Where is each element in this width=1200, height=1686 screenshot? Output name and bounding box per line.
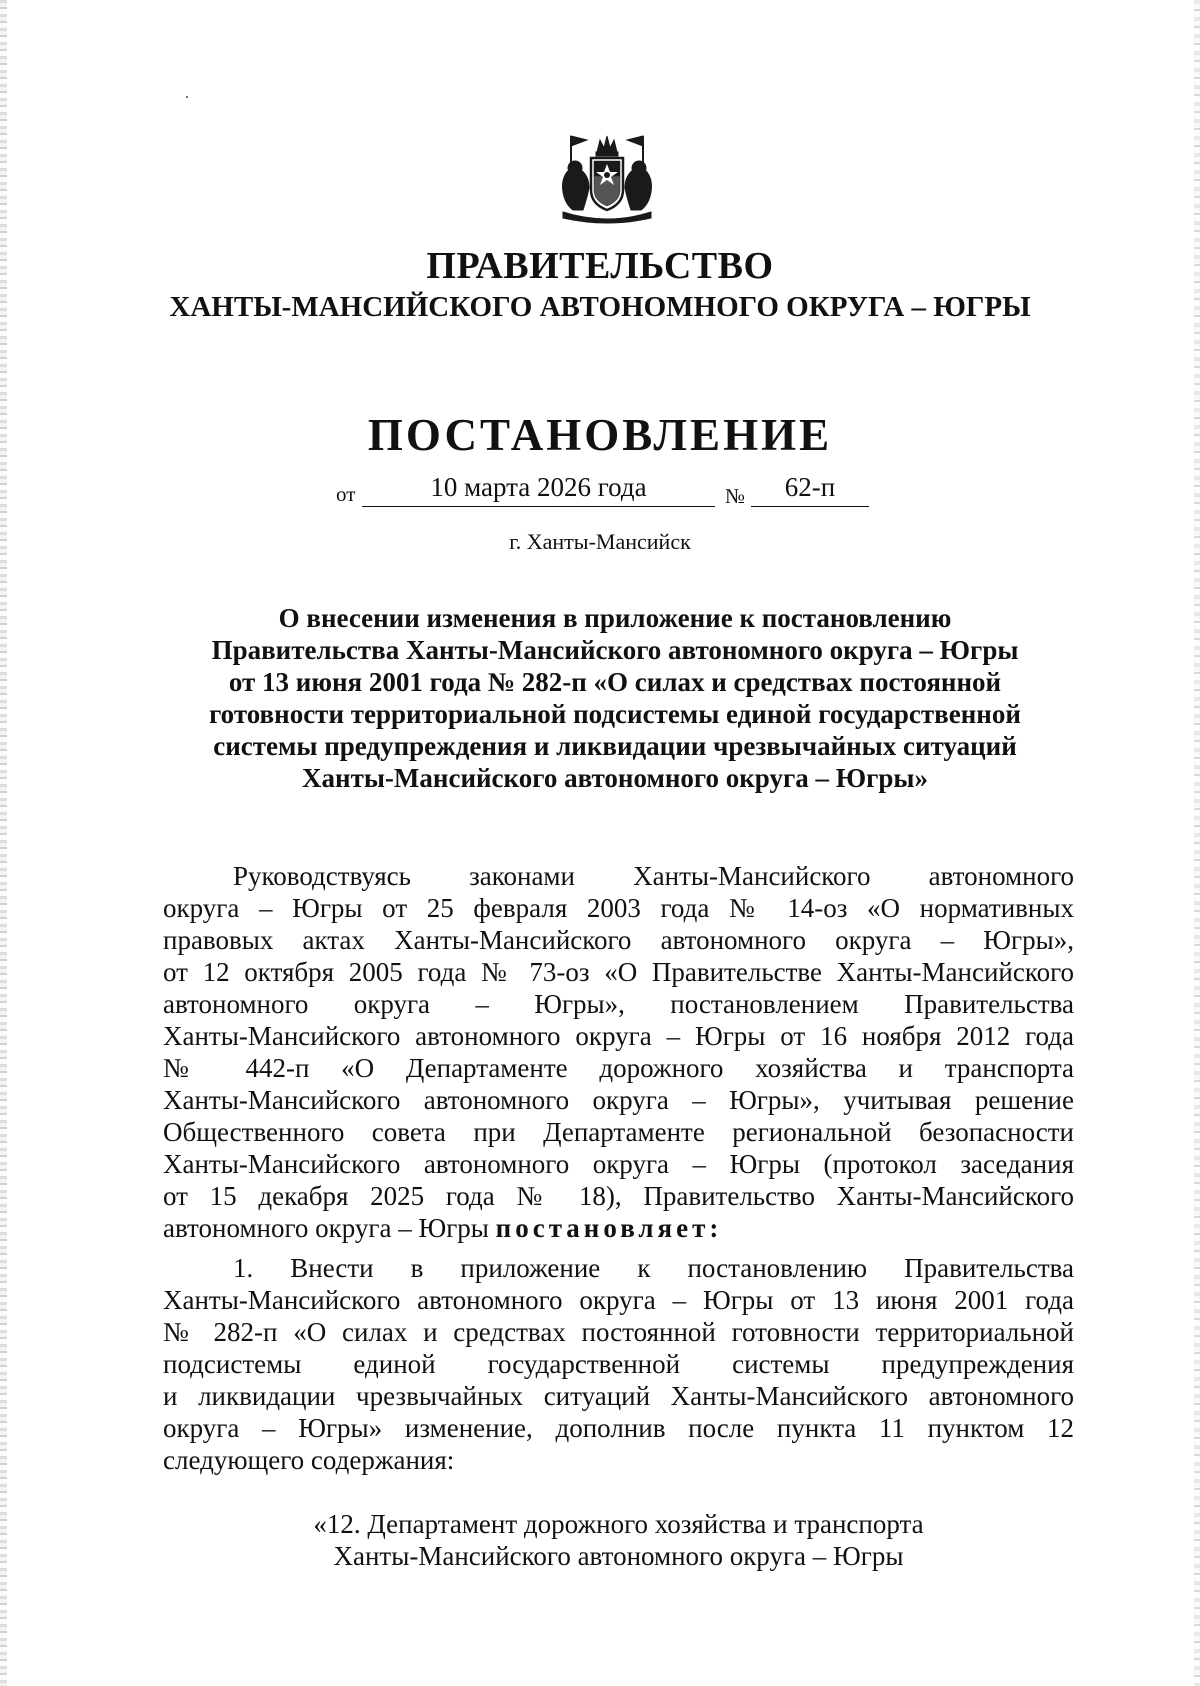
item-line: № 282-п «О силах и средствах постоянной готовности территориальной <box>163 1317 1074 1347</box>
item-1-paragraph <box>163 1252 1074 1476</box>
preamble-line: Общественного совета при Департаменте региональной безопасности <box>163 1117 1074 1147</box>
document-number: 62-п <box>751 470 869 507</box>
quote-line: Ханты-Мансийского автономного округа – Югры <box>333 1541 904 1571</box>
item-line: подсистемы единой государственной системы предупреждения <box>163 1349 1074 1379</box>
preamble-line: автономного округа – Югры», постановлением Правительства <box>163 989 1074 1019</box>
preamble-line: Ханты-Мансийского автономного округа – Югры (протокол заседания <box>163 1149 1074 1179</box>
preamble-line: Ханты-Мансийского автономного округа – Югры от 16 ноября 2012 года <box>163 1021 1074 1051</box>
preamble-paragraph <box>163 860 1074 1244</box>
document-type: ПОСТАНОВЛЕНИЕ <box>367 410 833 460</box>
title-line: О внесении изменения в приложение к постановлению <box>278 603 952 633</box>
preamble-line: округа – Югры от 25 февраля 2003 года № 14-оз «О нормативных <box>163 893 1074 923</box>
item-line: следующего содержания: <box>163 1445 455 1475</box>
org-name-line1: ПРАВИТЕЛЬСТВО <box>426 245 774 287</box>
date-from-label: от <box>336 482 356 506</box>
org-name-line2: ХАНТЫ-МАНСИЙСКОГО АВТОНОМНОГО ОКРУГА – ЮГРЫ <box>169 291 1031 323</box>
number-label: № <box>725 484 746 508</box>
item-line: округа – Югры» изменение, дополнив после пункта 11 пунктом 12 <box>163 1413 1074 1443</box>
coat-of-arms-icon <box>553 132 661 228</box>
preamble-line: от 15 декабря 2025 года № 18), Правительство Ханты-Мансийского <box>163 1181 1074 1211</box>
title-line: от 13 июня 2001 года № 282-п «О силах и средствах постоянной <box>228 667 1002 697</box>
preamble-line: № 442-п «О Департаменте дорожного хозяйства и транспорта <box>163 1053 1074 1083</box>
item-line: и ликвидации чрезвычайных ситуаций Ханты-Мансийского автономного <box>163 1381 1074 1411</box>
quoted-item-12 <box>163 1508 1074 1572</box>
preamble-line: от 12 октября 2005 года № 73-оз «О Правительстве Ханты-Мансийского <box>163 957 1074 987</box>
title-line: Правительства Ханты-Мансийского автономного округа – Югры <box>211 635 1019 665</box>
quote-line: «12. Департамент дорожного хозяйства и транспорта <box>313 1509 924 1539</box>
item-line: Ханты-Мансийского автономного округа – Югры от 13 июня 2001 года <box>163 1285 1074 1315</box>
preamble-line: правовых актах Ханты-Мансийского автономного округа – Югры», <box>163 925 1074 955</box>
document-city: г. Ханты-Мансийск <box>509 529 691 554</box>
preamble-last-text: автономного округа – Югры <box>163 1213 489 1243</box>
document-title <box>180 602 1050 794</box>
preamble-line-last <box>163 1212 1074 1244</box>
scan-speck <box>186 96 188 98</box>
title-line: системы предупреждения и ликвидации чрезвычайных ситуаций <box>213 731 1017 761</box>
decree-word: постановляет: <box>495 1213 723 1243</box>
item-line: 1. Внести в приложение к постановлению Правительства <box>233 1253 1074 1283</box>
title-line: Ханты-Мансийского автономного округа – Югры» <box>302 763 928 793</box>
preamble-line: Руководствуясь законами Ханты-Мансийского автономного <box>233 861 1074 891</box>
preamble-line: Ханты-Мансийского автономного округа – Югры», учитывая решение <box>163 1085 1074 1115</box>
title-line: готовности территориальной подсистемы единой государственной <box>209 699 1021 729</box>
document-date: 10 марта 2026 года <box>362 470 715 507</box>
